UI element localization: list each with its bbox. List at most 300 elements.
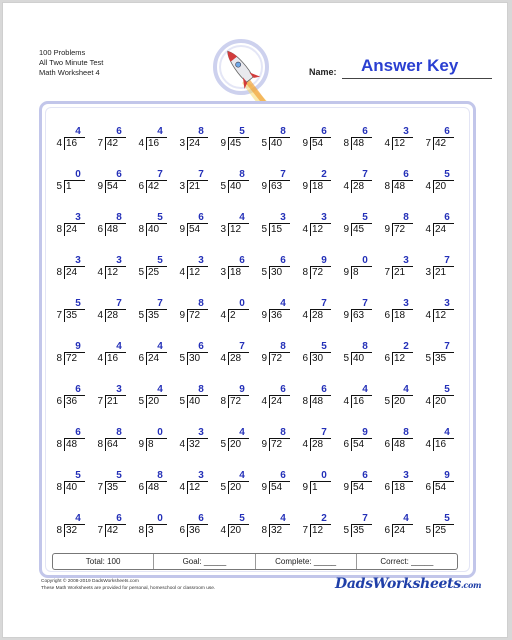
divisor: 9 [343, 224, 349, 235]
dividend: 42 [107, 525, 119, 536]
name-label: Name: [309, 67, 337, 77]
answer-quotient: 3 [403, 470, 409, 481]
divisor: 4 [302, 439, 308, 450]
answer-quotient: 3 [198, 427, 204, 438]
division-problem [46, 163, 87, 206]
divisor: 9 [179, 310, 185, 321]
answer-quotient: 6 [198, 212, 204, 223]
answer-quotient: 4 [75, 126, 81, 137]
dividend: 30 [312, 353, 324, 364]
dividend: 63 [353, 310, 365, 321]
division-problem [333, 120, 374, 163]
goal-cell[interactable]: Goal: _____ [154, 554, 255, 569]
dividend: 35 [148, 310, 160, 321]
answer-quotient: 9 [75, 341, 81, 352]
dividend: 16 [353, 396, 365, 407]
divisor: 8 [302, 396, 308, 407]
dividend: 54 [353, 482, 365, 493]
name-field[interactable] [309, 56, 489, 81]
division-problem [46, 507, 87, 550]
divisor: 5 [261, 224, 267, 235]
divisor: 9 [97, 181, 103, 192]
dividend: 54 [107, 181, 119, 192]
answer-quotient: 7 [239, 341, 245, 352]
divisor: 9 [302, 138, 308, 149]
answer-quotient: 5 [444, 384, 450, 395]
divisor: 7 [97, 396, 103, 407]
answer-quotient: 6 [362, 126, 368, 137]
division-problem [210, 507, 251, 550]
answer-quotient: 4 [239, 470, 245, 481]
divisor: 4 [97, 353, 103, 364]
answer-quotient: 7 [116, 298, 122, 309]
division-problem [87, 206, 128, 249]
division-problem [415, 120, 456, 163]
division-problem [128, 120, 169, 163]
answer-quotient: 5 [239, 513, 245, 524]
dividend: 28 [353, 181, 365, 192]
answer-quotient: 4 [403, 513, 409, 524]
division-problem [415, 292, 456, 335]
division-problem [210, 335, 251, 378]
divisor: 9 [261, 181, 267, 192]
division-problem [128, 378, 169, 421]
dividend: 40 [189, 396, 201, 407]
answer-quotient: 7 [444, 255, 450, 266]
answer-quotient: 0 [321, 470, 327, 481]
division-problem [87, 378, 128, 421]
divisor: 4 [220, 353, 226, 364]
division-problem [210, 378, 251, 421]
divisor: 7 [97, 482, 103, 493]
answer-quotient: 6 [280, 384, 286, 395]
division-problem [169, 163, 210, 206]
answer-quotient: 8 [280, 341, 286, 352]
divisor: 5 [179, 353, 185, 364]
answer-quotient: 7 [444, 341, 450, 352]
divisor: 4 [179, 482, 185, 493]
dividend: 1 [312, 482, 318, 493]
answer-quotient: 8 [157, 470, 163, 481]
answer-quotient: 6 [198, 341, 204, 352]
divisor: 4 [302, 310, 308, 321]
dividend: 40 [148, 224, 160, 235]
division-problem [210, 120, 251, 163]
answer-quotient: 6 [403, 169, 409, 180]
dividend: 12 [312, 224, 324, 235]
dividend: 25 [148, 267, 160, 278]
division-problem [292, 464, 333, 507]
answer-quotient: 6 [239, 255, 245, 266]
division-problem [374, 421, 415, 464]
dividend: 21 [107, 396, 119, 407]
answer-quotient: 4 [116, 341, 122, 352]
answer-quotient: 5 [75, 298, 81, 309]
division-problem [46, 335, 87, 378]
answer-quotient: 6 [444, 212, 450, 223]
divisor: 5 [56, 181, 62, 192]
dividend: 21 [435, 267, 447, 278]
dividend: 24 [394, 525, 406, 536]
dividend: 35 [66, 310, 78, 321]
dividend: 72 [66, 353, 78, 364]
divisor: 8 [138, 224, 144, 235]
divisor: 3 [220, 267, 226, 278]
answer-quotient: 8 [198, 298, 204, 309]
dividend: 20 [230, 439, 242, 450]
divisor: 7 [56, 310, 62, 321]
dividend: 28 [230, 353, 242, 364]
dividend: 28 [312, 310, 324, 321]
division-problem [210, 249, 251, 292]
dividend: 20 [435, 396, 447, 407]
dividend: 12 [312, 525, 324, 536]
divisor: 5 [138, 267, 144, 278]
answer-quotient: 5 [444, 513, 450, 524]
answer-quotient: 6 [75, 427, 81, 438]
divisor: 9 [343, 267, 349, 278]
dividend: 20 [148, 396, 160, 407]
divisor: 4 [384, 138, 390, 149]
answer-quotient: 6 [280, 470, 286, 481]
dividend: 12 [189, 482, 201, 493]
worksheet-info [39, 48, 103, 78]
answer-quotient: 8 [403, 427, 409, 438]
answer-quotient: 4 [157, 341, 163, 352]
answer-quotient: 7 [362, 513, 368, 524]
divisor: 4 [97, 310, 103, 321]
dividend: 18 [312, 181, 324, 192]
division-problem [415, 335, 456, 378]
divisor: 8 [343, 138, 349, 149]
answer-quotient: 4 [280, 298, 286, 309]
divisor: 4 [138, 138, 144, 149]
answer-quotient: 6 [362, 470, 368, 481]
dividend: 36 [189, 525, 201, 536]
division-problem [333, 507, 374, 550]
dividend: 24 [189, 138, 201, 149]
dividend: 36 [66, 396, 78, 407]
division-problem [169, 249, 210, 292]
answer-quotient: 6 [198, 513, 204, 524]
divisor: 4 [343, 396, 349, 407]
answer-quotient: 3 [75, 255, 81, 266]
division-problem [333, 335, 374, 378]
answer-quotient: 8 [116, 212, 122, 223]
divisor: 6 [384, 353, 390, 364]
answer-quotient: 3 [403, 298, 409, 309]
dividend: 15 [271, 224, 283, 235]
dividend: 25 [435, 525, 447, 536]
answer-quotient: 3 [321, 212, 327, 223]
divisor: 4 [425, 181, 431, 192]
division-problem [169, 120, 210, 163]
dividend: 42 [148, 181, 160, 192]
dividend: 28 [107, 310, 119, 321]
divisor: 3 [220, 224, 226, 235]
site-logo[interactable] [335, 576, 481, 592]
divisor: 9 [138, 439, 144, 450]
divisor: 4 [261, 396, 267, 407]
division-problem [87, 292, 128, 335]
problem-count: 100 Problems [39, 48, 86, 57]
division-problem [292, 421, 333, 464]
dividend: 48 [66, 439, 78, 450]
divisor: 4 [220, 310, 226, 321]
dividend: 21 [189, 181, 201, 192]
answer-quotient: 8 [403, 212, 409, 223]
answer-quotient: 4 [157, 126, 163, 137]
division-problem [251, 249, 292, 292]
division-problem [292, 378, 333, 421]
dividend: 18 [230, 267, 242, 278]
division-problem [415, 206, 456, 249]
answer-quotient: 8 [280, 126, 286, 137]
divisor: 5 [343, 353, 349, 364]
division-problem [87, 421, 128, 464]
divisor: 9 [343, 310, 349, 321]
division-problem [251, 421, 292, 464]
dividend: 72 [271, 353, 283, 364]
divisor: 6 [425, 482, 431, 493]
division-problem [46, 292, 87, 335]
divisor: 6 [384, 439, 390, 450]
dividend: 48 [394, 439, 406, 450]
dividend: 32 [271, 525, 283, 536]
answer-quotient: 0 [157, 513, 163, 524]
dividend: 30 [271, 267, 283, 278]
division-problem [333, 421, 374, 464]
division-problem [374, 120, 415, 163]
dividend: 20 [230, 525, 242, 536]
answer-quotient: 7 [321, 427, 327, 438]
answer-quotient: 3 [75, 212, 81, 223]
division-problem [251, 120, 292, 163]
dividend: 40 [353, 353, 365, 364]
divisor: 8 [138, 525, 144, 536]
dividend: 16 [435, 439, 447, 450]
answer-quotient: 0 [157, 427, 163, 438]
division-problem [128, 292, 169, 335]
dividend: 8 [148, 439, 154, 450]
answer-quotient: 8 [116, 427, 122, 438]
answer-quotient: 5 [362, 212, 368, 223]
division-problem [128, 163, 169, 206]
division-problem [374, 292, 415, 335]
dividend: 20 [435, 181, 447, 192]
divisor: 4 [425, 224, 431, 235]
dividend: 54 [312, 138, 324, 149]
division-problem [374, 378, 415, 421]
answer-quotient: 6 [321, 384, 327, 395]
division-problem [333, 464, 374, 507]
division-problem [292, 292, 333, 335]
division-problem [292, 163, 333, 206]
answer-quotient: 6 [116, 513, 122, 524]
dividend: 32 [189, 439, 201, 450]
divisor: 9 [384, 224, 390, 235]
division-problem [128, 206, 169, 249]
divisor: 6 [138, 181, 144, 192]
answer-quotient: 4 [362, 384, 368, 395]
dividend: 48 [107, 224, 119, 235]
dividend: 40 [271, 138, 283, 149]
logo-suffix: .com [460, 580, 482, 590]
dividend: 40 [230, 181, 242, 192]
answer-quotient: 0 [239, 298, 245, 309]
division-problem [374, 163, 415, 206]
answer-quotient: 3 [280, 212, 286, 223]
dividend: 72 [271, 439, 283, 450]
dividend: 54 [189, 224, 201, 235]
division-problem [210, 206, 251, 249]
division-problem [169, 206, 210, 249]
answer-quotient: 8 [362, 341, 368, 352]
divisor: 6 [302, 353, 308, 364]
dividend: 48 [394, 181, 406, 192]
division-problem [292, 335, 333, 378]
division-problem [374, 249, 415, 292]
copyright-notice [41, 578, 215, 592]
division-problem [128, 421, 169, 464]
divisor: 6 [384, 482, 390, 493]
dividend: 40 [66, 482, 78, 493]
division-problem [128, 335, 169, 378]
dividend: 54 [271, 482, 283, 493]
copyright-line: Copyright © 2008-2019 DadsWorksheets.com [41, 579, 139, 584]
answer-quotient: 6 [444, 126, 450, 137]
answer-quotient: 9 [362, 427, 368, 438]
dividend: 30 [189, 353, 201, 364]
dividend: 72 [312, 267, 324, 278]
divisor: 3 [179, 138, 185, 149]
division-problem [87, 163, 128, 206]
divisor: 6 [138, 482, 144, 493]
dividend: 72 [394, 224, 406, 235]
answer-quotient: 5 [157, 212, 163, 223]
answer-quotient: 8 [280, 427, 286, 438]
name-line [342, 78, 492, 79]
answer-quotient: 5 [321, 341, 327, 352]
dividend: 42 [107, 138, 119, 149]
divisor: 8 [56, 439, 62, 450]
division-problem [46, 421, 87, 464]
division-problem [169, 292, 210, 335]
dividend: 35 [353, 525, 365, 536]
dividend: 45 [353, 224, 365, 235]
divisor: 3 [425, 267, 431, 278]
division-problem [46, 464, 87, 507]
dividend: 12 [230, 224, 242, 235]
division-problem [415, 464, 456, 507]
usage-line: These Math Worksheets are provided for personal, homeschool or classroom use. [41, 586, 216, 591]
divisor: 7 [384, 267, 390, 278]
divisor: 9 [261, 482, 267, 493]
dividend: 8 [353, 267, 359, 278]
answer-quotient: 7 [157, 298, 163, 309]
dividend: 36 [271, 310, 283, 321]
answer-quotient: 6 [321, 126, 327, 137]
answer-quotient: 3 [198, 470, 204, 481]
divisor: 9 [179, 224, 185, 235]
divisor: 9 [261, 439, 267, 450]
answer-quotient: 6 [116, 169, 122, 180]
divisor: 6 [56, 396, 62, 407]
answer-quotient: 8 [239, 169, 245, 180]
division-problem [251, 507, 292, 550]
answer-quotient: 4 [239, 212, 245, 223]
division-problem [128, 507, 169, 550]
divisor: 5 [220, 181, 226, 192]
divisor: 4 [425, 310, 431, 321]
logo-text: DadsWorksheets [335, 576, 461, 592]
division-problem [251, 378, 292, 421]
dividend: 20 [230, 482, 242, 493]
divisor: 5 [384, 396, 390, 407]
divisor: 8 [56, 525, 62, 536]
divisor: 8 [220, 396, 226, 407]
division-problem [374, 335, 415, 378]
dividend: 32 [66, 525, 78, 536]
answer-quotient: 6 [116, 126, 122, 137]
dividend: 16 [107, 353, 119, 364]
divisor: 5 [138, 396, 144, 407]
dividend: 24 [435, 224, 447, 235]
dividend: 16 [66, 138, 78, 149]
dividend: 16 [148, 138, 160, 149]
division-problem [333, 206, 374, 249]
division-problem [292, 120, 333, 163]
correct-cell[interactable]: Correct: _____ [380, 557, 434, 566]
answer-quotient: 4 [280, 513, 286, 524]
divisor: 9 [220, 138, 226, 149]
divisor: 7 [302, 525, 308, 536]
answer-quotient: 9 [321, 255, 327, 266]
division-problem [333, 249, 374, 292]
divisor: 8 [56, 482, 62, 493]
complete-cell[interactable]: Complete: _____ [256, 554, 357, 569]
division-problem [251, 464, 292, 507]
answer-quotient: 7 [362, 298, 368, 309]
answer-quotient: 2 [403, 341, 409, 352]
division-problem [333, 378, 374, 421]
answer-quotient: 7 [157, 169, 163, 180]
dividend: 20 [394, 396, 406, 407]
divisor: 8 [56, 267, 62, 278]
answer-quotient: 5 [116, 470, 122, 481]
division-problem [415, 163, 456, 206]
answer-quotient: 3 [116, 255, 122, 266]
answer-key-title: Answer Key [361, 56, 459, 75]
dividend: 42 [435, 138, 447, 149]
division-problem [374, 464, 415, 507]
divisor: 4 [302, 224, 308, 235]
answer-quotient: 6 [75, 384, 81, 395]
dividend: 35 [107, 482, 119, 493]
dividend: 48 [353, 138, 365, 149]
answer-quotient: 2 [321, 169, 327, 180]
division-problem [333, 292, 374, 335]
division-problem [87, 507, 128, 550]
division-problem [415, 507, 456, 550]
divisor: 8 [302, 267, 308, 278]
divisor: 5 [261, 138, 267, 149]
division-problem [46, 120, 87, 163]
division-problem [292, 206, 333, 249]
answer-quotient: 3 [403, 126, 409, 137]
divisor: 4 [220, 525, 226, 536]
dividend: 64 [107, 439, 119, 450]
